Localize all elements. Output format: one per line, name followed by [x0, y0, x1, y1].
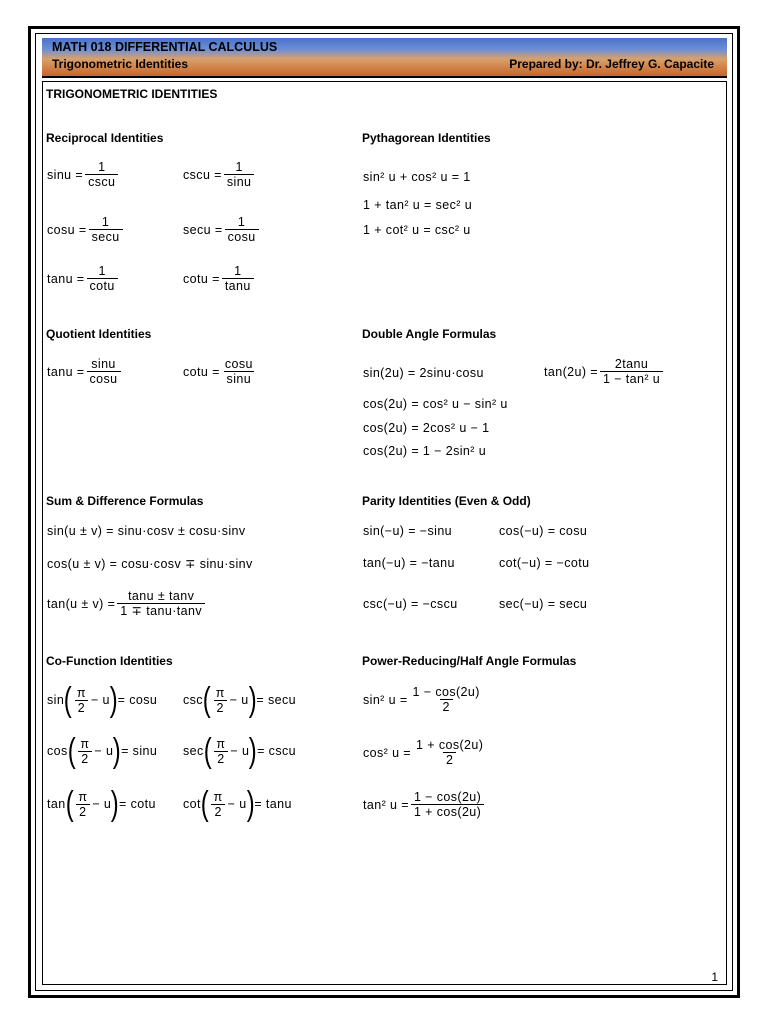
- equation: [47, 357, 123, 386]
- equation: cos(−u) = cosu: [499, 524, 588, 538]
- numerator: π: [80, 736, 90, 751]
- equation: cos(2u) = 2cos² u − 1: [363, 421, 490, 435]
- equation-lhs: cotu =: [183, 364, 220, 379]
- course-subtitle: Trigonometric Identities: [52, 57, 189, 71]
- equation: 1 + cot² u = csc² u: [363, 223, 471, 237]
- equation: [183, 264, 256, 293]
- minus-u: − u: [227, 797, 247, 811]
- fraction: [85, 160, 118, 189]
- section-title-cofunction: Co-Function Identities: [46, 654, 173, 668]
- function-name: cos: [47, 744, 68, 758]
- page-number: 1: [711, 970, 718, 984]
- content-border-bottom: [42, 984, 727, 985]
- denominator: 2: [214, 751, 227, 766]
- equation: [47, 160, 120, 189]
- minus-u: − u: [94, 744, 114, 758]
- paren-open: (: [65, 785, 74, 823]
- equation: [47, 683, 157, 717]
- paren-open: (: [63, 681, 73, 719]
- denominator: cosu: [87, 371, 121, 386]
- minus-u: − u: [92, 797, 112, 811]
- fraction: [75, 790, 90, 819]
- equation-lhs: cscu =: [183, 167, 222, 182]
- equation: [183, 215, 261, 244]
- section-title-parity: Parity Identities (Even & Odd): [362, 494, 531, 508]
- denominator: 1 − tan² u: [600, 371, 663, 386]
- equation: sin(−u) = −sinu: [363, 524, 453, 538]
- denominator: cotu: [87, 278, 118, 293]
- fraction: [224, 160, 255, 189]
- fraction: [87, 264, 118, 293]
- minus-u: − u: [90, 693, 110, 707]
- minus-u: − u: [230, 744, 250, 758]
- equation: csc(−u) = −cscu: [363, 597, 458, 611]
- paren-close: ): [109, 681, 118, 719]
- denominator: 2: [211, 804, 224, 819]
- denominator: secu: [89, 229, 123, 244]
- equation: sin(u ± v) = sinu·cosv ± cosu·sinv: [47, 524, 246, 538]
- equation: sin(2u) = 2sinu·cosu: [363, 366, 484, 380]
- equation: [47, 215, 125, 244]
- numerator: 1: [101, 215, 110, 229]
- numerator: π: [213, 789, 223, 804]
- numerator: 1 + cos(2u): [416, 738, 484, 752]
- equation: [363, 685, 485, 714]
- fraction: [225, 215, 259, 244]
- equation-lhs: sin² u =: [363, 692, 408, 707]
- equation-lhs: tan(u ± v) =: [47, 596, 116, 611]
- section-title-pythagorean: Pythagorean Identities: [362, 131, 491, 145]
- fraction: [211, 790, 226, 819]
- equation-lhs: tanu =: [47, 364, 85, 379]
- numerator: π: [216, 736, 226, 751]
- equation: tan(−u) = −tanu: [363, 556, 455, 570]
- denominator: cosu: [225, 229, 259, 244]
- equation: [183, 787, 292, 821]
- equation: sec(−u) = secu: [499, 597, 588, 611]
- equation: sin² u + cos² u = 1: [363, 170, 471, 184]
- numerator: tanu ± tanv: [128, 589, 195, 603]
- numerator: 1: [237, 215, 246, 229]
- numerator: 1: [98, 160, 106, 174]
- fraction: [77, 737, 92, 766]
- equation: [544, 357, 665, 386]
- paren-open: (: [200, 785, 209, 823]
- prepared-by: Prepared by: Dr. Jeffrey G. Capacite: [509, 57, 714, 71]
- equation: cos(2u) = cos² u − sin² u: [363, 397, 508, 411]
- fraction: [89, 215, 123, 244]
- equation: [183, 734, 296, 768]
- equation: cot(−u) = −cotu: [499, 556, 590, 570]
- equation: cos(2u) = 1 − 2sin² u: [363, 444, 487, 458]
- denominator: sinu: [224, 174, 255, 189]
- equation: [183, 160, 256, 189]
- numerator: 1: [235, 160, 243, 174]
- paren-close: ): [113, 732, 122, 770]
- fraction: [74, 686, 89, 715]
- header-rule: [42, 81, 727, 82]
- equation-rhs: = secu: [256, 693, 296, 707]
- denominator: 2: [443, 752, 456, 767]
- content-border-left: [42, 82, 43, 984]
- numerator: π: [78, 789, 88, 804]
- equation-rhs: = sinu: [121, 744, 158, 758]
- equation: [363, 790, 486, 819]
- equation-lhs: tan² u =: [363, 797, 409, 812]
- fraction: [413, 738, 486, 767]
- fraction: [410, 685, 483, 714]
- function-name: tan: [47, 797, 66, 811]
- section-title-power-reducing: Power-Reducing/Half Angle Formulas: [362, 654, 577, 668]
- numerator: π: [215, 685, 225, 700]
- section-title-quotient: Quotient Identities: [46, 327, 152, 341]
- equation-lhs: cotu =: [183, 271, 220, 286]
- denominator: cscu: [85, 174, 118, 189]
- equation: [47, 589, 207, 618]
- equation: [47, 734, 157, 768]
- denominator: 2: [214, 700, 227, 715]
- numerator: 1: [234, 264, 242, 278]
- equation-lhs: cos² u =: [363, 745, 412, 760]
- numerator: 1 − cos(2u): [413, 790, 482, 804]
- function-name: sin: [47, 693, 65, 707]
- denominator: 2: [76, 804, 89, 819]
- equation-rhs: = tanu: [254, 797, 292, 811]
- equation: [183, 357, 258, 386]
- equation: cos(u ± v) = cosu·cosv ∓ sinu·sinv: [47, 557, 253, 571]
- denominator: sinu: [224, 371, 255, 386]
- paren-open: (: [67, 732, 76, 770]
- denominator: 1 + cos(2u): [411, 804, 484, 819]
- numerator: cosu: [224, 357, 253, 371]
- denominator: 2: [75, 700, 88, 715]
- content-border-right: [726, 82, 727, 984]
- equation-rhs: = cosu: [117, 693, 158, 707]
- equation-lhs: secu =: [183, 222, 223, 237]
- numerator: sinu: [91, 357, 116, 371]
- equation: [183, 683, 296, 717]
- fraction: [213, 686, 228, 715]
- paren-open: (: [202, 681, 211, 719]
- fraction: [87, 357, 121, 386]
- function-name: cot: [183, 797, 201, 811]
- numerator: π: [76, 685, 86, 700]
- numerator: 2tanu: [614, 357, 649, 371]
- paren-close: ): [111, 785, 120, 823]
- equation-lhs: cosu =: [47, 222, 87, 237]
- course-title: MATH 018 DIFFERENTIAL CALCULUS: [52, 40, 278, 54]
- denominator: 1 ∓ tanu·tanv: [117, 603, 205, 618]
- minus-u: − u: [229, 693, 249, 707]
- paren-close: ): [249, 732, 258, 770]
- function-name: sec: [183, 744, 204, 758]
- function-name: csc: [183, 693, 203, 707]
- equation: [47, 787, 156, 821]
- equation-rhs: = cotu: [119, 797, 156, 811]
- fraction: [222, 357, 256, 386]
- fraction: [222, 264, 254, 293]
- numerator: 1: [98, 264, 106, 278]
- fraction: [213, 737, 228, 766]
- paren-close: ): [248, 681, 257, 719]
- section-title-reciprocal: Reciprocal Identities: [46, 131, 164, 145]
- section-title-double-angle: Double Angle Formulas: [362, 327, 497, 341]
- equation-rhs: = cscu: [257, 744, 296, 758]
- equation-lhs: tanu =: [47, 271, 85, 286]
- fraction: [411, 790, 484, 819]
- equation: 1 + tan² u = sec² u: [363, 198, 473, 212]
- equation: [47, 264, 120, 293]
- page-heading: TRIGONOMETRIC IDENTITIES: [46, 87, 218, 101]
- paren-open: (: [203, 732, 212, 770]
- equation-lhs: tan(2u) =: [544, 364, 598, 379]
- equation-lhs: sinu =: [47, 167, 84, 182]
- paren-close: ): [246, 785, 255, 823]
- denominator: tanu: [222, 278, 254, 293]
- denominator: 2: [78, 751, 91, 766]
- equation: [363, 738, 488, 767]
- fraction: [117, 589, 205, 618]
- section-title-sum-difference: Sum & Difference Formulas: [46, 494, 204, 508]
- numerator: 1 − cos(2u): [412, 685, 480, 699]
- fraction: [600, 357, 663, 386]
- denominator: 2: [440, 699, 453, 714]
